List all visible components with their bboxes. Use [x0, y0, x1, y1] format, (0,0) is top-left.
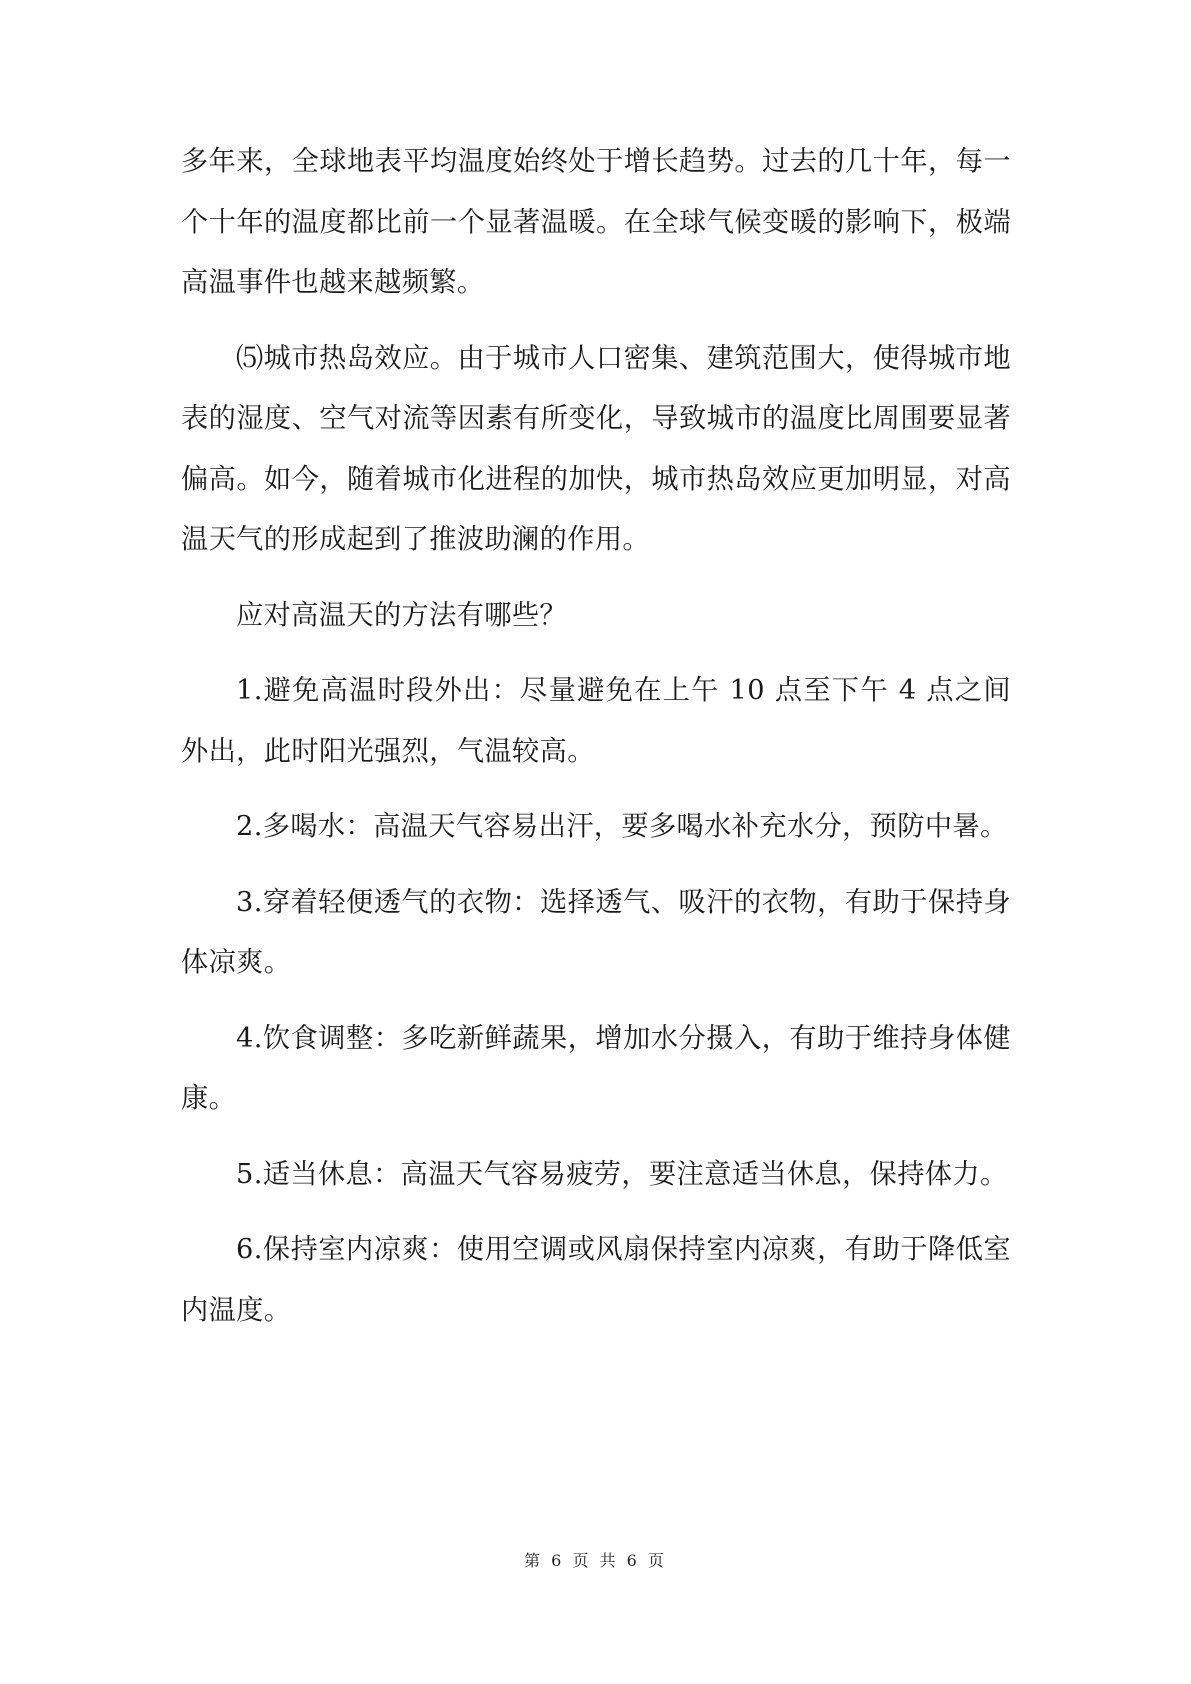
paragraph: 多年来，全球地表平均温度始终处于增长趋势。过去的几十年，每一个十年的温度都比前一个显著温暖。在全球气候变暖的影响下，极端高温事件也越来越频繁。 — [181, 146, 1011, 298]
list-item: 5.适当休息：高温天气容易疲劳，要注意适当休息，保持体力。 — [236, 1158, 1008, 1190]
page-number: 第 6 页 共 6 页 — [524, 1551, 667, 1570]
list-item: 3.穿着轻便透气的衣物：选择透气、吸汗的衣物，有助于保持身体凉爽。 — [181, 886, 1011, 978]
list-item: 4.饮食调整：多吃新鲜蔬果，增加水分摄入，有助于维持身体健康。 — [181, 1022, 1011, 1114]
page-footer — [0, 1548, 1191, 1571]
document-body — [181, 132, 1011, 1356]
list-item: 1.避免高温时段外出：尽量避免在上午 10 点至下午 4 点之间外出，此时阳光强烈，气温较高。 — [181, 675, 1011, 767]
paragraph: ⑸城市热岛效应。由于城市人口密集、建筑范围大，使得城市地表的湿度、空气对流等因素有所变化，导致城市的温度比周围要显著偏高。如今，随着城市化进程的加快，城市热岛效应更加明显，对高温天气的形成起到了推波助澜的作用。 — [181, 342, 1011, 555]
list-item: 6.保持室内凉爽：使用空调或风扇保持室内凉爽，有助于降低室内温度。 — [181, 1234, 1011, 1326]
section-question: 应对高温天的方法有哪些？ — [236, 599, 568, 631]
list-item: 2.多喝水：高温天气容易出汗，要多喝水补充水分，预防中暑。 — [236, 811, 1008, 842]
